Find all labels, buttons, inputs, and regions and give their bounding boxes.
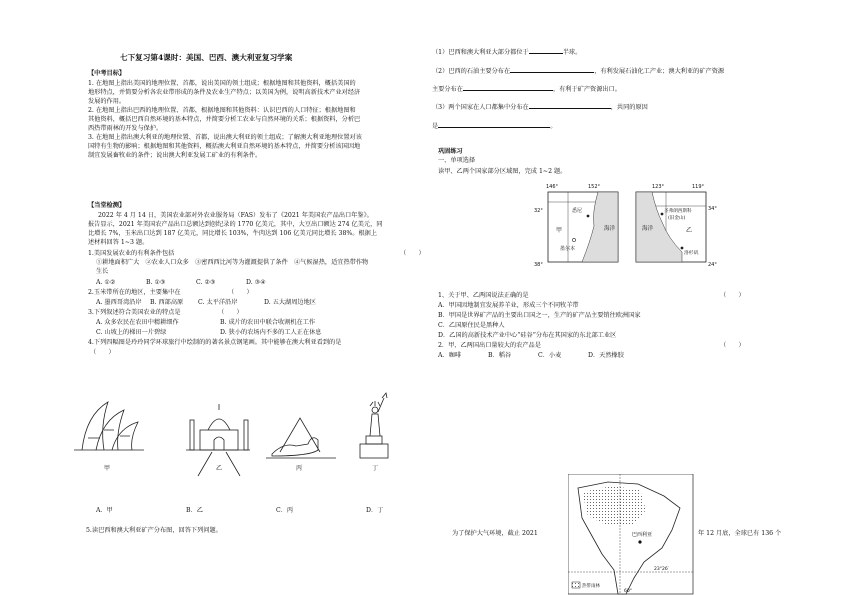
svg-text:海洋: 海洋 [604,226,616,232]
map-yi [636,184,717,268]
option[interactable]: D．丁 [366,507,384,514]
svg-text:热带雨林: 热带雨林 [582,584,600,589]
svg-text:巴西利亚: 巴西利亚 [632,532,653,538]
pic-label: 甲 [104,465,111,472]
svg-text:146°: 146° [546,184,559,190]
sphinx-sketch [266,418,336,458]
svg-text:悉尼: 悉尼 [572,208,583,214]
goal-line: 地形特点，并简要分析各农业带形成的条件及农业生产特点；以美国为例，说明高新技术产业对经济 [88,89,361,96]
practice-question-1: 1、关于甲、乙两国说法正确的是 [438,292,529,299]
fill-question-3: （3）两个国家在人口都集中分布在 ，共同的原因 [432,104,648,111]
option[interactable]: C. 山坡上的梯田一片碧绿 [96,329,167,336]
option[interactable]: B. ①③ [146,279,166,286]
option[interactable]: D. 五大湖周边地区 [264,299,316,306]
svg-text:(旧金山): (旧金山) [668,216,686,221]
opera-house-sketch [74,402,144,450]
answer-blank[interactable] [529,47,563,54]
material-line: 述材料回答 1~3 题。 [88,239,149,246]
pic-label: 丁 [372,465,379,472]
svg-text:152°: 152° [588,184,601,190]
option[interactable]: A．甲国因地制宜发展养羊业，形成三个不同牧羊带 [438,302,579,309]
option[interactable]: C. 太平洋沿岸 [198,299,238,306]
goal-line: 发展的作用。 [88,98,126,105]
answer-bracket: （ ） [400,250,425,257]
goal-line: 其他资料，概括巴西自然环境的基本特点，并简要分析工农业与自然环境的关系；根据资料，分析巴 [88,116,361,123]
answer-bracket: （ ） [720,292,745,299]
brazil-map [568,474,694,595]
answer-bracket: （ ） [228,289,253,296]
material-line: 报告显示，2021 年美国农产品出口总额达到创纪录的 1770 亿美元，其中，大豆出口额达 274 亿美元，同 [88,221,383,228]
option[interactable]: A. 众多农民在农田中精耕细作 [96,319,179,326]
answer-bracket: （ ） [218,309,243,316]
option[interactable]: D．天然橡胶 [588,352,624,359]
goal-line: 西热带雨林的开发与保护。 [88,125,163,132]
map-intro: 读甲、乙两个国家部分区域图，完成 1~2 题。 [438,168,567,175]
question-5: 5.读巴西和澳大利亚矿产分布图，回答下列问题。 [86,527,222,534]
material-line: 2022 年 4 月 14 日，美国农业部对外农业服务局（FAS）发布了《2021 年美国农产品出口年鉴》。 [98,212,373,219]
answer-blank[interactable] [463,84,553,91]
option[interactable]: B. 西部高原 [150,299,184,306]
map-jia [534,184,618,268]
answer-blank[interactable] [438,121,550,128]
answer-blank[interactable] [510,66,594,73]
svg-text:海洋: 海洋 [642,226,654,232]
practice-heading: 巩固练习 [438,148,463,155]
option[interactable]: C．丙 [276,507,294,514]
question-1: 1.美国发展农业的有利条件包括 [88,250,175,257]
svg-text:甲: 甲 [556,227,563,234]
goal-line: 3. 在地图上指出澳大利亚的地理位置、首都，说出澳大利亚的领土组成；了解澳大利亚地理位置对该 [88,134,362,141]
goal-line: 国特有生物的影响；根据地图和其他资料，概括澳大利亚自然环境的基本特点，并简要分析该国因地 [88,143,361,150]
option[interactable]: A. 墨西哥湾沿岸 [96,299,142,306]
svg-text:123°: 123° [652,184,665,190]
option[interactable]: C. ②③ [196,279,216,286]
bottom-text-left: 为了保护大气环境，截止 2021 [452,530,538,537]
option[interactable]: C．小麦 [538,352,562,359]
option[interactable]: B. 成片的农田中联合收割机在工作 [220,319,316,326]
svg-text:60°: 60° [624,589,632,594]
question-3: 3.下列叙述符合美国农业的特点是 [88,309,181,316]
goals-heading: 【中考目标】 [88,70,126,77]
fill-question-2: （2）巴西的石油主要分布在 ，有利发展石油化工产业；澳大利亚的矿产资源 [432,68,725,75]
question-4: 4.下列四幅图是玲玲同学环球旅行中绘制的的著名景点钢笔画。其中能够在澳大利亚看到的是 [88,339,342,346]
goal-line: 2. 在地图上指出巴西的地理位置、首都，根据地图和其他资料：认识巴西的人口特征；根据地图和 [88,107,356,114]
option[interactable]: D. ③④ [246,279,266,286]
practice-question-2: 2．甲、乙两国出口量较大的农产品是 [438,342,541,349]
svg-text:洛杉矶: 洛杉矶 [684,251,699,256]
goal-line: 制宜发展畜牧业的条件；说出澳大利亚发展工矿业的有利条件。 [88,152,262,159]
option[interactable]: D. 狭小的农场内不多的工人正在休息 [220,329,322,336]
option[interactable]: A．咖啡 [438,352,462,359]
fill-question-3b: 是 。 [432,123,557,130]
svg-text:圣弗朗西斯科: 圣弗朗西斯科 [664,209,692,214]
option[interactable]: A．甲 [96,507,113,514]
material-line: 比增长 7%，玉米出口达到 187 亿美元，同比增长 103%，牛肉达到 106 亿美元同比增长 38%。根据上 [88,230,378,237]
svg-text:34°: 34° [708,206,717,212]
option[interactable]: B．稻谷 [488,352,512,359]
option[interactable]: A. ①② [96,279,116,286]
country-maps [532,182,732,278]
option[interactable]: B．乙 [186,507,203,514]
svg-text:32°: 32° [534,208,543,214]
check-heading: 【当堂检测】 [88,202,126,209]
svg-text:24°: 24° [708,262,717,268]
svg-text:乙: 乙 [686,227,693,234]
answer-bracket: （ ） [90,349,115,356]
bottom-text-right: 年 12 月底，全球已有 136 个 [698,530,782,537]
option[interactable]: C．乙国原住民是黑种人 [438,322,505,329]
question-1-items: 生长 [96,268,109,275]
page-title: 七下复习第4课时：美国、巴西、澳大利亚复习学案 [120,53,293,62]
statue-of-liberty-sketch [360,393,388,458]
pic-label: 乙 [216,465,223,472]
answer-bracket: （ ） [720,342,745,349]
landmark-sketches [74,390,404,480]
option[interactable]: B．甲国是世界矿产品的主要出口国之一，生产的矿产品主要销往欧洲国家 [438,312,641,319]
single-choice-heading: 一、单项选择 [438,157,476,164]
goal-line: 1. 在地图上指出美国的地理位置、首都，说出美国的领土组成；根据地图和其他资料，概括美国的 [88,80,356,87]
fill-question-2b: 主要分布在 ，有利于矿产资源出口。 [432,86,621,93]
svg-text:119°: 119° [692,184,705,190]
fill-question-1: （1）巴西和澳大利亚大部分都位于 半球。 [432,49,582,56]
svg-text:23°26′: 23°26′ [654,567,669,572]
answer-blank[interactable] [529,102,611,109]
question-1-items: ①耕地面积广大 ②农业人口众多 ③密西西比河等为灌溉提供了条件 ④气候湿热，适宜热带作物 [96,259,369,266]
pic-label: 丙 [296,465,303,472]
svg-text:38°: 38° [534,262,543,268]
option[interactable]: D．乙国的高新技术产业中心“硅谷”分布在其国家的东北部工业区 [438,332,617,339]
svg-text:墨尔本: 墨尔本 [560,246,576,252]
question-2: 2.玉米带所在的地区，主要集中在 [88,289,181,296]
